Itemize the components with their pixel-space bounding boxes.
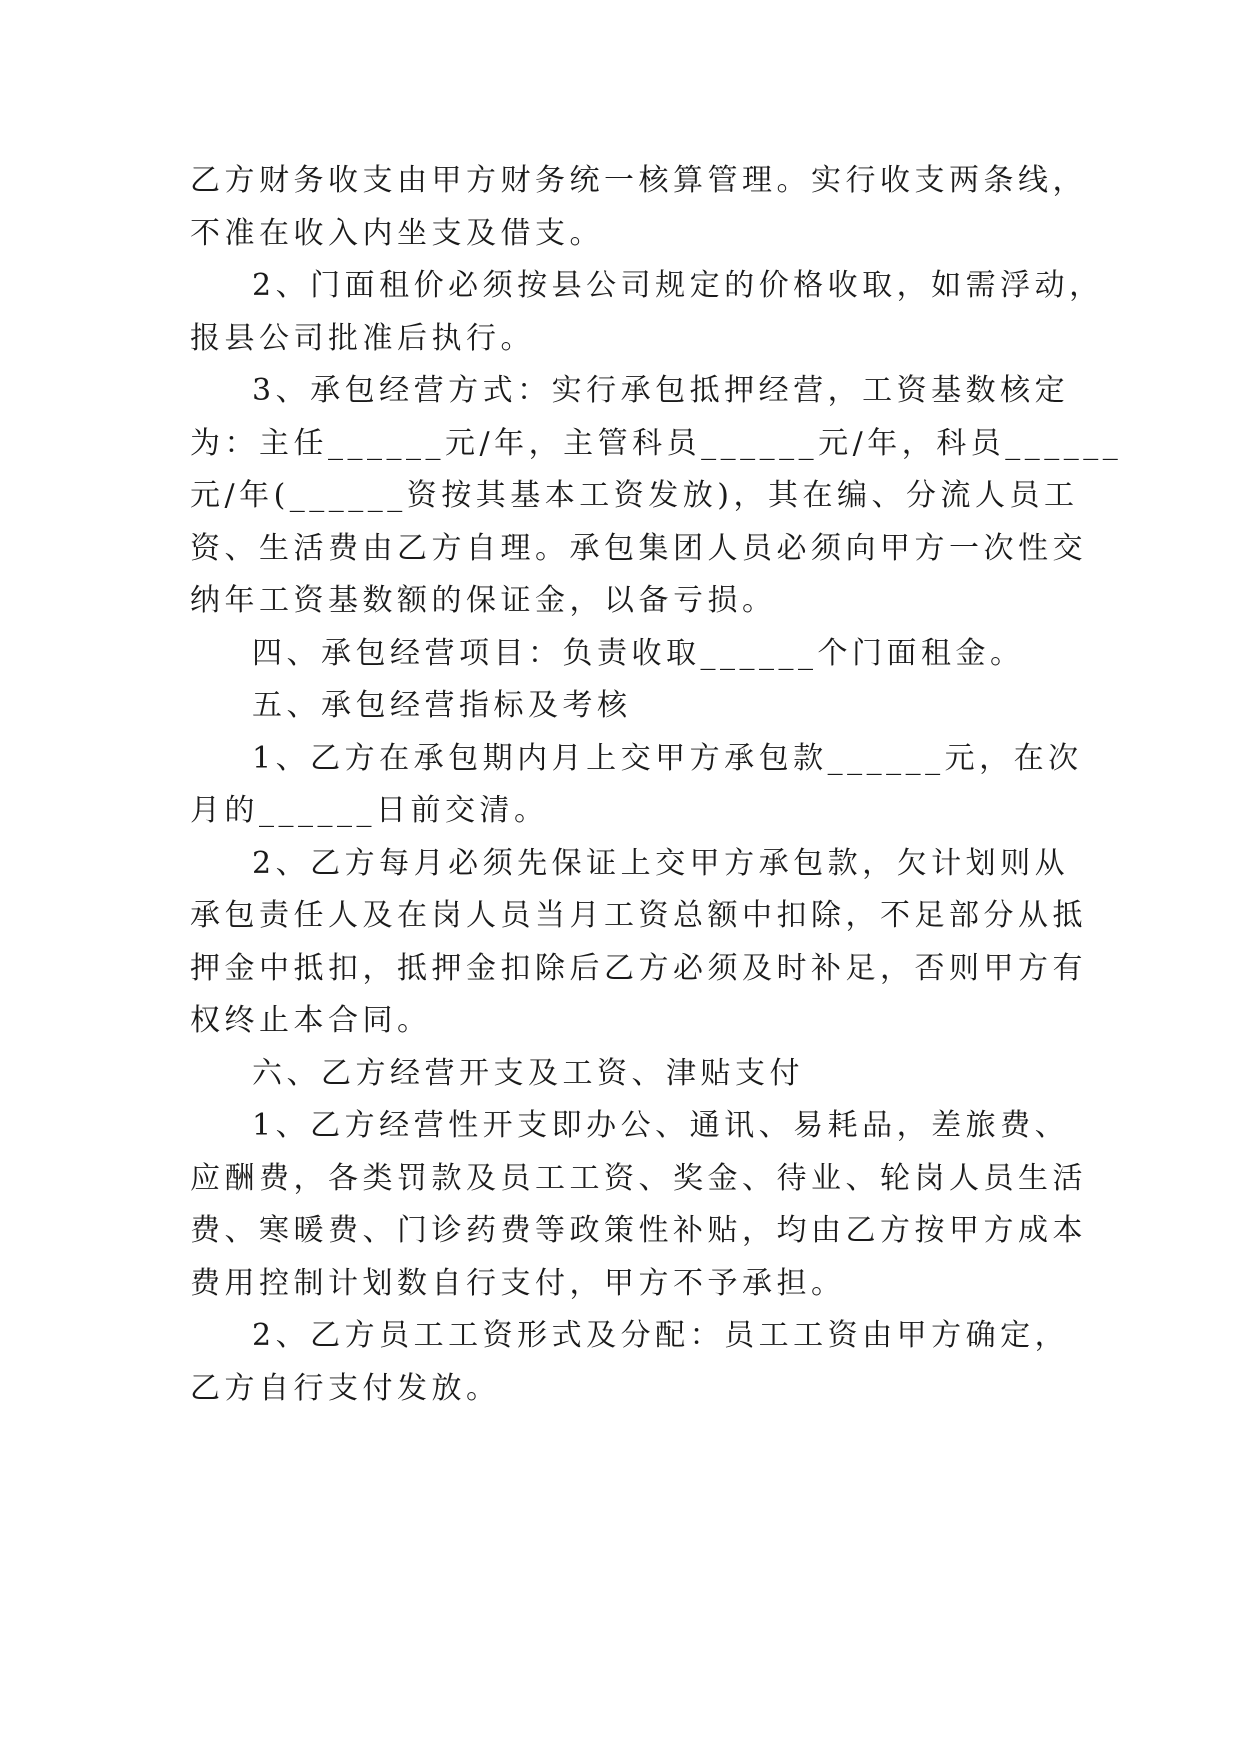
line-12: 1、乙方在承包期内月上交甲方承包款______元，在次 <box>252 740 1083 776</box>
line-11: 五、承包经营指标及考核 <box>252 688 632 723</box>
line-1: 乙方财务收支由甲方财务统一核算管理。实行收支两条线， <box>190 163 1087 198</box>
line-13: 月的______日前交清。 <box>190 793 549 828</box>
line-21: 费、寒暖费、门诊药费等政策性补贴，均由乙方按甲方成本 <box>190 1213 1087 1248</box>
line-17: 权终止本合同。 <box>190 1003 432 1038</box>
line-10: 四、承包经营项目：负责收取______个门面租金。 <box>252 635 1025 671</box>
line-4: 报县公司批准后执行。 <box>190 320 535 356</box>
line-8: 资、生活费由乙方自理。承包集团人员必须向甲方一次性交 <box>190 530 1087 566</box>
line-19: 1、乙方经营性开支即办公、通讯、易耗品，差旅费、 <box>252 1108 1070 1143</box>
line-16: 押金中抵扣，抵押金扣除后乙方必须及时补足，否则甲方有 <box>190 950 1087 986</box>
line-20: 应酬费，各类罚款及员工工资、奖金、待业、轮岗人员生活 <box>190 1160 1087 1196</box>
line-6: 为：主任______元/年，主管科员______元/年，科员______ <box>190 425 1123 461</box>
line-22: 费用控制计划数自行支付，甲方不予承担。 <box>190 1265 846 1301</box>
line-23: 2、乙方员工工资形式及分配：员工工资由甲方确定， <box>252 1318 1070 1353</box>
line-18: 六、乙方经营开支及工资、津贴支付 <box>252 1055 804 1091</box>
line-2: 不准在收入内坐支及借支。 <box>190 215 604 251</box>
line-24: 乙方自行支付发放。 <box>190 1370 501 1406</box>
line-7: 元/年(______资按其基本工资发放)，其在编、分流人员工 <box>190 478 1079 513</box>
line-3: 2、门面租价必须按县公司规定的价格收取，如需浮动， <box>252 268 1104 303</box>
line-5: 3、承包经营方式：实行承包抵押经营，工资基数核定 <box>252 373 1070 408</box>
line-9: 纳年工资基数额的保证金，以备亏损。 <box>190 583 777 618</box>
document-body <box>190 155 1123 1415</box>
line-15: 承包责任人及在岗人员当月工资总额中扣除，不足部分从抵 <box>190 898 1087 933</box>
line-14: 2、乙方每月必须先保证上交甲方承包款，欠计划则从 <box>252 845 1070 881</box>
